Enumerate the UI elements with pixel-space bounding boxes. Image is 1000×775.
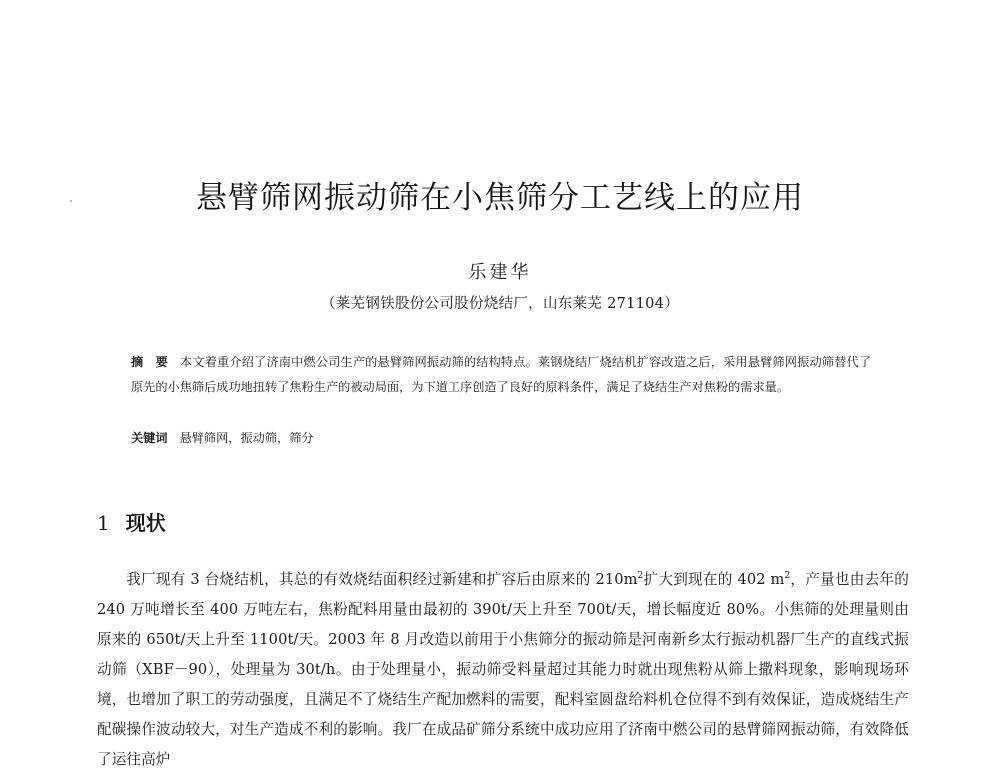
body-paragraph — [97, 565, 909, 775]
section-number: 1 — [97, 511, 110, 535]
keywords-label: 关键词 — [131, 431, 168, 445]
body-text-part3: ，产量也由去年的 240 万吨增长至 400 万吨左右，焦粉配料用量由最初的 390t/天上升至 700t/天，增长幅度近 80%。小焦筛的处理量则由原来的 650t/天上升至 1100t/天。2003 年 8 月改造以前用于小焦筛分的振动筛是河南新乡太行振动机器厂生产的直线式振动筛（XBF－90），处理量为 30t/h。由于处理量小，振动筛受料量超过其能力时就出现焦粉从筛上撒料现象，影响现场环境，也增加了职工的劳动强度，且满足不了烧结生产配加燃料的需要，配料室圆盘给料机仓位得不到有效保证，造成烧结生产配碳操作波动较大，对生产造成不利的影响。我厂在成品矿筛分系统中成功应用了济南中燃公司的悬臂筛网振动筛，有效降低了运往高炉 — [97, 571, 909, 768]
superscript-squared: 2 — [637, 571, 644, 582]
keywords-text: 悬臂筛网，振动筛，筛分 — [179, 431, 314, 445]
author-name: 乐建华 — [468, 262, 532, 283]
abstract-text: 本文着重介绍了济南中燃公司生产的悬臂筛网振动筛的结构特点。莱钢烧结厂烧结机扩容改造之后，采用悬臂筛网振动筛替代了原先的小焦筛后成功地扭转了焦粉生产的被动局面，为下道工序创造了良好的原料条件，满足了烧结生产对焦粉的需求量。 — [131, 355, 872, 394]
section-heading — [97, 507, 166, 536]
body-text-part2: 扩大到现在的 402 m — [643, 571, 785, 588]
author-affiliation: （莱芜钢铁股份公司股份烧结厂，山东莱芜 271104） — [320, 296, 680, 312]
body-text-part1: 我厂现有 3 台烧结机，其总的有效烧结面积经过新建和扩容后由原来的 210m — [126, 571, 638, 588]
superscript-squared: 2 — [784, 571, 791, 582]
section-title: 现状 — [125, 511, 166, 535]
keywords — [131, 426, 871, 450]
paper-title: 悬臂筛网振动筛在小焦筛分工艺线上的应用 — [196, 180, 804, 216]
abstract — [131, 350, 871, 400]
abstract-label: 摘 要 — [131, 355, 169, 369]
